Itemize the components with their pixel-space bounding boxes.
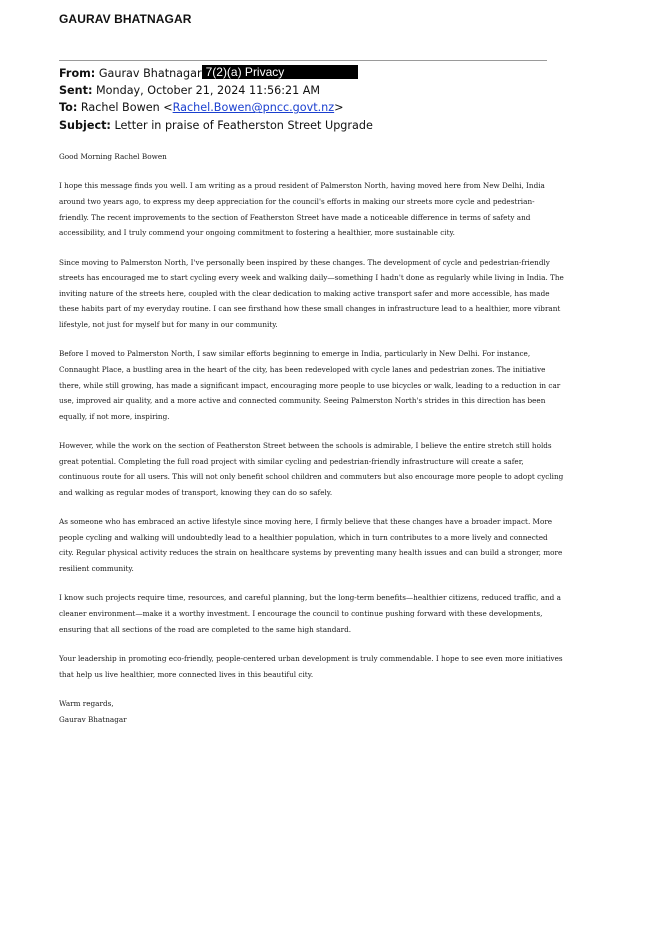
header-divider — [59, 60, 547, 61]
email-headers — [59, 65, 579, 134]
subject-label: Subject: — [59, 118, 111, 132]
to-name: Rachel Bowen < — [80, 101, 173, 115]
paragraph-6: I know such projects require time, resources, and careful planning, but the long-term benefits—healthier citizens, reduced traffic, and a cleaner environment—make it a worthy investment. I encourage the council to continue pushing forward with these developments, ensuring that all sections of the road are completed to the same high standard. — [59, 593, 561, 634]
to-label: To: — [59, 101, 78, 115]
subject-row — [59, 117, 579, 134]
sent-label: Sent: — [59, 84, 93, 98]
closing-block — [59, 696, 564, 727]
to-row — [59, 99, 579, 116]
paragraph-1: I hope this message finds you well. I am writing as a proud resident of Palmerston North, having moved here from New Delhi, India around two years ago, to express my deep appreciation for the council's efforts in making our streets more cycle and pedestrian-friendly. The recent improvements to the section of Featherston Street have made a noticeable difference in terms of safety and accessibility, and I truly commend your ongoing commitment to fostering a healthier, more sustainable city. — [59, 181, 545, 238]
paragraph-5: As someone who has embraced an active lifestyle since moving here, I firmly believe that these changes have a broader impact. More people cycling and walking will undoubtedly lead to a healthier population, which in turn contributes to a more lively and connected city. Regular physical activity reduces the strain on healthcare systems by preventing many health issues and can build a stronger, more resilient community. — [59, 517, 563, 574]
from-name: Gaurav Bhatnagar — [98, 67, 202, 80]
redaction-box: 7(2)(a) Privacy — [202, 65, 358, 79]
from-label: From: — [59, 67, 96, 80]
signature: Gaurav Bhatnagar — [59, 714, 127, 724]
subject-value: Letter in praise of Featherston Street Upgrade — [114, 118, 373, 132]
letter-body — [59, 149, 564, 741]
recipient-email-link[interactable]: Rachel.Bowen@pncc.govt.nz — [172, 101, 335, 115]
to-close: > — [334, 101, 344, 115]
paragraph-3: Before I moved to Palmerston North, I saw similar efforts beginning to emerge in India, particularly in New Delhi. For instance, Connaught Place, a bustling area in the heart of the city, has been redeveloped with cycle lanes and pedestrian zones. The initiative there, while still growing, has made a significant impact, encouraging more people to use bicycles or walk, leading to a reduction in car use, improved air quality, and a more active and connected community. Seeing Palmerston North's strides in this direction has been equally, if not more, inspiring. — [59, 349, 561, 421]
sent-value: Monday, October 21, 2024 11:56:21 AM — [96, 84, 321, 98]
closing-line: Warm regards, — [59, 699, 114, 708]
greeting: Good Morning Rachel Bowen — [59, 152, 167, 161]
page-header-author: GAURAV BHATNAGAR — [59, 12, 192, 26]
sent-row — [59, 82, 579, 99]
paragraph-2: Since moving to Palmerston North, I've personally been inspired by these changes. The development of cycle and pedestrian-friendly streets has encouraged me to start cycling every week and walking daily—something I hadn't done as regularly while living in India. The inviting nature of the streets here, coupled with the clear dedication to making active transport safer and more accessible, has made these habits part of my everyday routine. I can see firsthand how these small changes in infrastructure lead to a healthier, more vibrant lifestyle, not just for myself but for many in our community. — [59, 257, 564, 329]
paragraph-7: Your leadership in promoting eco-friendly, people-centered urban development is truly commendable. I hope to see even more initiatives that help us live healthier, more connected lives in this beautiful city. — [59, 654, 563, 679]
paragraph-4: However, while the work on the section of Featherston Street between the schools is admirable, I believe the entire stretch still holds great potential. Completing the full road project with similar cycling and pedestrian-friendly infrastructure will create a safer, continuous route for all users. This will not only benefit school children and commuters but also encourage more people to adopt cycling and walking as regular modes of transport, knowing they can do so safely. — [59, 441, 564, 497]
from-row — [59, 65, 579, 82]
